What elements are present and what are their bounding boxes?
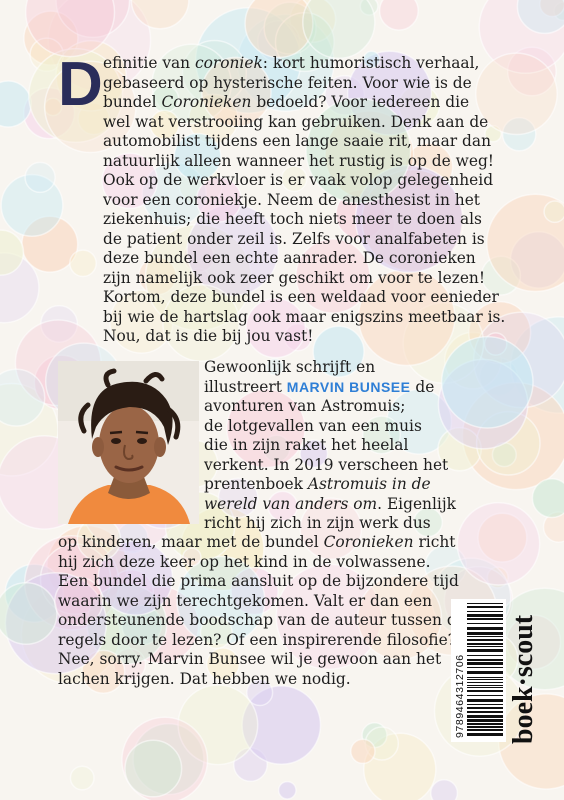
text-run: op kinderen, maar met de bundel xyxy=(58,533,324,551)
text-run: voor een coroniekje. Neem de anesthesist in het xyxy=(103,190,480,209)
text-run: Gewoonlijk schrijft en xyxy=(204,358,376,376)
text-run: avonturen van Astromuis; xyxy=(204,397,406,415)
text-run: de lotgevallen van een muis xyxy=(204,416,422,435)
text-run: . Eigenlijk xyxy=(377,494,456,513)
text-line xyxy=(204,514,456,534)
barcode-bar xyxy=(467,671,503,674)
isbn-number: 9789464312706 xyxy=(454,654,466,738)
barcode-bar xyxy=(467,667,503,668)
barcode-bar xyxy=(467,662,503,665)
text-run: Nee, sorry. Marvin Bunsee wil je gewoon aan het xyxy=(58,650,442,668)
publisher-logo: boek·scout xyxy=(508,614,539,744)
text-run: richt xyxy=(413,533,456,551)
text-line xyxy=(204,397,456,417)
barcode-bar xyxy=(467,614,503,617)
text-run: bedoeld? Voor iedereen die xyxy=(251,93,470,111)
text-run: die in zijn raket het heelal xyxy=(204,436,409,454)
text-run: lachen krijgen. Dat hebben we nodig. xyxy=(58,669,351,688)
text-run: waarin we zijn terechtgekomen. Valt er dan een xyxy=(58,591,433,610)
barcode-bar xyxy=(467,611,503,612)
text-line xyxy=(58,611,466,631)
barcode-bar xyxy=(467,603,503,604)
text-run: natuurlijk alleen wanneer het rustig is op de weg! xyxy=(103,151,494,170)
text-run: ziekenhuis; die heeft toch niets meer te doen als xyxy=(103,210,482,228)
italic-title: coroniek xyxy=(195,54,263,72)
text-line xyxy=(204,358,456,378)
text-line xyxy=(58,533,466,553)
barcode-bar xyxy=(467,707,503,709)
barcode-bar xyxy=(467,627,503,630)
barcode-bar xyxy=(467,623,503,624)
text-run: automobilist tijdens een lange saaie rit, maar dan xyxy=(103,132,491,150)
barcode-bar xyxy=(467,659,503,661)
bio-beside-photo xyxy=(204,358,456,534)
barcode-bar xyxy=(467,699,503,702)
text-line xyxy=(103,54,505,74)
text-run: deze bundel een echte aanrader. De coronieken xyxy=(103,249,476,267)
italic-title: Coronieken xyxy=(323,533,414,551)
text-run: illustreert xyxy=(204,377,287,396)
barcode-bar xyxy=(467,726,503,728)
barcode-bar xyxy=(467,655,503,656)
text-run: richt hij zich in zijn werk dus xyxy=(204,514,431,532)
text-run: prentenboek xyxy=(204,475,308,493)
text-line xyxy=(204,417,456,437)
text-line xyxy=(103,249,505,269)
barcode-bar xyxy=(467,715,503,718)
text-run: hij zich deze keer op het kind in de volwassene. xyxy=(58,552,431,571)
text-line xyxy=(204,456,456,476)
barcode-bar xyxy=(467,649,503,652)
drop-cap: D xyxy=(58,50,103,119)
text-run: zijn namelijk ook zeer geschikt om voor te lezen! xyxy=(103,268,486,287)
text-run: Kortom, deze bundel is een weldaad voor eenieder xyxy=(103,288,499,306)
barcode-bar xyxy=(467,682,503,683)
text-line xyxy=(103,191,505,211)
barcode-bar xyxy=(467,618,503,620)
barcode-bar xyxy=(467,606,503,608)
barcode-bar xyxy=(467,639,503,641)
text-run: de xyxy=(410,377,435,396)
barcode-bar xyxy=(467,685,503,686)
text-run: regels door te lezen? Of een inspirerende filosofie? xyxy=(58,630,456,649)
barcode-bar xyxy=(467,677,503,678)
text-line xyxy=(103,113,505,133)
barcode-bar xyxy=(467,679,503,680)
text-run: bij wie de hartslag ook maar enigszins meetbaar is. xyxy=(103,307,506,326)
barcode-bar xyxy=(467,690,503,692)
text-line xyxy=(103,210,505,230)
text-run: wel wat verstrooiing kan gebruiken. Denk aan de xyxy=(103,112,489,131)
italic-title: wereld van anders om xyxy=(204,494,378,513)
barcode-bar xyxy=(467,695,503,696)
text-run: gebaseerd op hysterische feiten. Voor wie is de xyxy=(103,73,472,92)
barcode-bar xyxy=(467,729,503,731)
barcode-bar xyxy=(467,632,503,635)
text-run: de patient onder zeil is. Zelfs voor analfabeten is xyxy=(103,229,485,248)
text-line xyxy=(58,631,466,651)
text-line xyxy=(103,308,505,328)
text-line xyxy=(103,152,505,172)
text-line xyxy=(204,378,456,398)
text-line xyxy=(103,327,505,347)
text-run: efinitie van xyxy=(103,54,195,72)
text-line xyxy=(58,650,466,670)
text-run: : kort humoristisch verhaal, xyxy=(262,54,480,72)
text-line xyxy=(204,475,456,495)
text-run: ondersteunende boodschap van de auteur tussen de xyxy=(58,611,466,629)
bio-full-width xyxy=(58,533,466,689)
author-name: MARVIN BUNSEE xyxy=(286,378,411,395)
text-run: Nou, dat is die bij jou vast! xyxy=(103,327,314,345)
text-line xyxy=(204,436,456,456)
barcode-bar xyxy=(467,636,503,637)
barcode-bar xyxy=(467,733,503,736)
text-line xyxy=(58,553,466,573)
barcode-bar xyxy=(467,643,503,645)
barcode-bar xyxy=(467,646,503,647)
barcode-bar xyxy=(467,704,503,705)
text-run: Ook op de werkvloer is er vaak volop gelegenheid xyxy=(103,171,494,189)
italic-title: Coronieken xyxy=(161,93,252,111)
text-line xyxy=(103,132,505,152)
barcode-bar xyxy=(467,687,503,688)
text-run: Een bundel die prima aansluit op de bijzondere tijd xyxy=(58,572,459,590)
text-line xyxy=(103,74,505,94)
text-line xyxy=(58,670,466,690)
text-run: verkent. In 2019 verscheen het xyxy=(204,455,449,474)
text-line xyxy=(103,288,505,308)
italic-title: Astromuis in de xyxy=(307,475,431,493)
blurb-intro xyxy=(103,54,505,347)
barcode-bar xyxy=(467,723,503,725)
text-line xyxy=(103,171,505,191)
text-line xyxy=(103,230,505,250)
text-line xyxy=(103,269,505,289)
text-line xyxy=(58,592,466,612)
text-line xyxy=(204,495,456,515)
author-photo xyxy=(58,361,199,524)
barcode-bar xyxy=(467,711,503,713)
text-line xyxy=(103,93,505,113)
text-line xyxy=(58,572,466,592)
barcode-bar xyxy=(467,719,503,722)
text-run: bundel xyxy=(103,93,162,111)
